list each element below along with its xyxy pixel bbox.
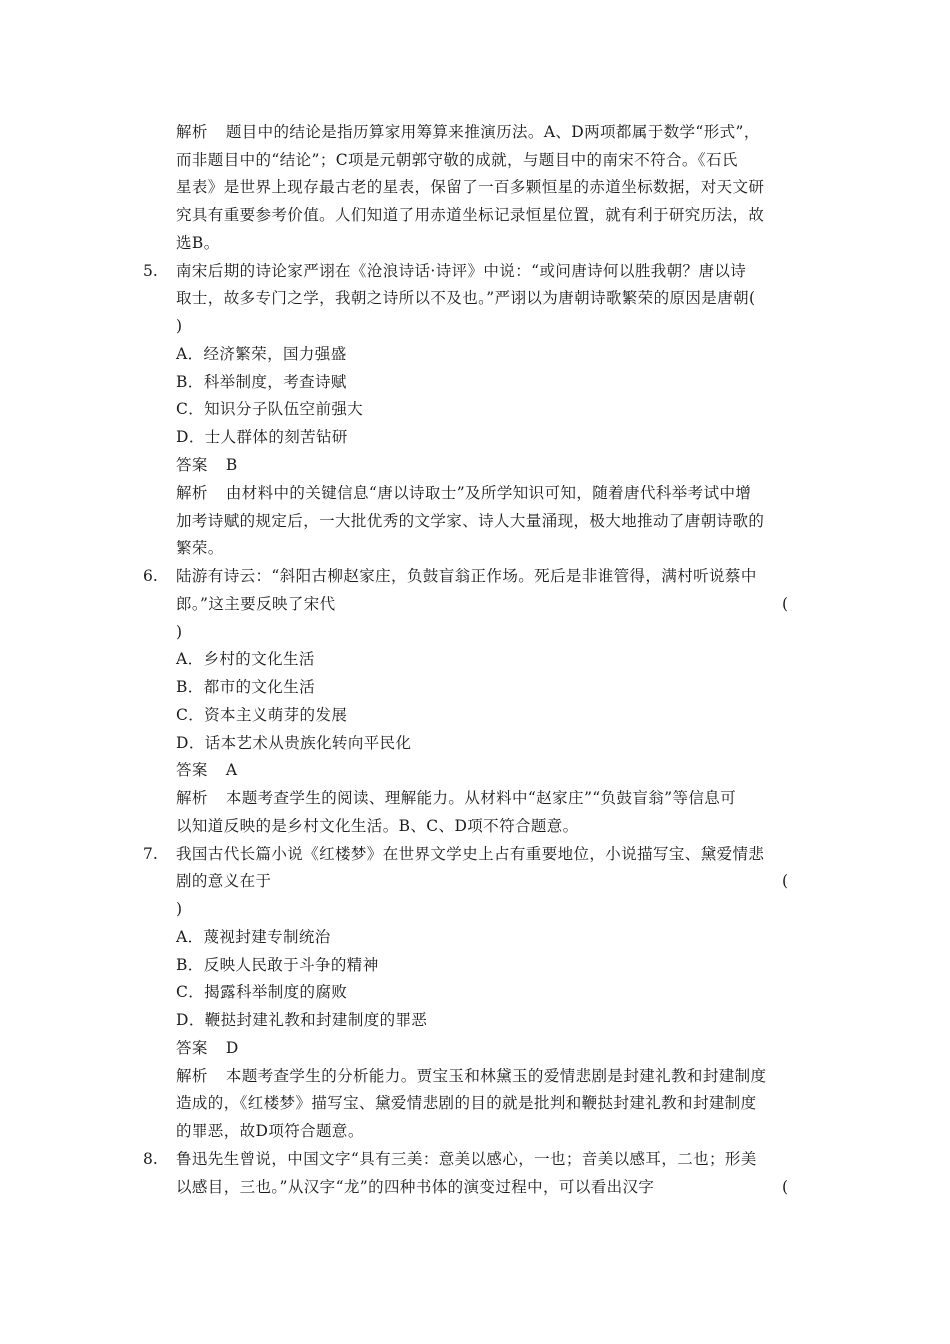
option-b: B．都市的文化生活 xyxy=(176,678,315,696)
answer-line xyxy=(176,760,237,780)
option-d: D．士人群体的刻苦钻研 xyxy=(176,428,348,446)
answer-value: B xyxy=(225,456,238,474)
analysis-line: 造成的，《红楼梦》描写宝、黛爱情悲剧的目的就是批判和鞭挞封建礼教和封建制度 xyxy=(176,1094,757,1112)
answer-label: 答案 xyxy=(176,761,208,779)
question-stem: 陆游有诗云：“斜阳古柳赵家庄，负鼓盲翁正作场。死后是非谁管得，满村听说蔡中 xyxy=(176,567,757,585)
option-b: B．反映人民敢于斗争的精神 xyxy=(176,956,379,974)
question-number: 5. xyxy=(143,262,158,280)
question-stem: 我国古代长篇小说《红楼梦》在世界文学史上占有重要地位，小说描写宝、黛爱情悲 xyxy=(176,845,765,863)
analysis-line: 以知道反映的是乡村文化生活。B、C、D项不符合题意。 xyxy=(176,817,579,835)
answer-bracket: ( xyxy=(782,872,789,890)
option-c: C．揭露科举制度的腐败 xyxy=(176,983,348,1001)
analysis-line xyxy=(176,483,751,503)
question-number: 6. xyxy=(143,567,158,585)
analysis-line: 星表》是世界上现存最古老的星表，保留了一百多颗恒星的赤道坐标数据，对天文研 xyxy=(176,178,765,196)
question-stem: 取士，故多专门之学，我朝之诗所以不及也。”严诩以为唐朝诗歌繁荣的原因是唐朝( xyxy=(176,289,756,307)
question-number: 8. xyxy=(143,1150,158,1168)
analysis-line: 加考诗赋的规定后，一大批优秀的文学家、诗人大量涌现，极大地推动了唐朝诗歌的 xyxy=(176,512,765,530)
analysis-text: 本题考查学生的阅读、理解能力。从材料中“赵家庄”“负鼓盲翁”等信息可 xyxy=(225,789,737,807)
question-stem: ) xyxy=(176,317,183,335)
option-b: B．科举制度，考查诗赋 xyxy=(176,373,347,391)
analysis-line: 究具有重要参考价值。人们知道了用赤道坐标记录恒星位置，就有利于研究历法，故 xyxy=(176,206,765,224)
analysis-line: 繁荣。 xyxy=(176,539,224,557)
option-d: D．话本艺术从贵族化转向平民化 xyxy=(176,734,412,752)
question-number: 7. xyxy=(143,845,158,863)
analysis-line: 而非题目中的“结论”；C项是元朝郭守敬的成就，与题目中的南宋不符合。《石氏 xyxy=(176,151,738,169)
question-stem: 南宋后期的诗论家严诩在《沧浪诗话·诗评》中说：“或问唐诗何以胜我朝？唐以诗 xyxy=(176,262,747,280)
analysis-label: 解析 xyxy=(176,789,208,807)
analysis-label: 解析 xyxy=(176,123,208,141)
answer-value: A xyxy=(225,761,238,779)
option-a: A．乡村的文化生活 xyxy=(176,650,315,668)
analysis-label: 解析 xyxy=(176,484,208,502)
answer-value: D xyxy=(225,1039,239,1057)
question-stem: 郎。”这主要反映了宋代 xyxy=(176,595,336,613)
answer-line xyxy=(176,455,238,475)
question-stem: 以感目，三也。”从汉字“龙”的四种书体的演变过程中，可以看出汉字 xyxy=(176,1178,655,1196)
question-stem: 剧的意义在于 xyxy=(176,872,272,890)
analysis-text: 由材料中的关键信息“唐以诗取士”及所学知识可知，随着唐代科举考试中增 xyxy=(225,484,752,502)
answer-line xyxy=(176,1038,239,1058)
option-a: A．蔑视封建专制统治 xyxy=(176,928,331,946)
question-stem: ) xyxy=(176,900,183,918)
question-stem: 鲁迅先生曾说，中国文字“具有三美：意美以感心，一也；音美以感耳，二也；形美 xyxy=(176,1150,757,1168)
analysis-line xyxy=(176,122,760,142)
option-a: A．经济繁荣，国力强盛 xyxy=(176,345,347,363)
analysis-text: 本题考查学生的分析能力。贾宝玉和林黛玉的爱情悲剧是封建礼教和封建制度 xyxy=(225,1067,767,1085)
answer-bracket: ( xyxy=(782,595,789,613)
answer-bracket: ( xyxy=(782,1178,789,1196)
question-stem: ) xyxy=(176,623,183,641)
option-d: D．鞭挞封建礼教和封建制度的罪恶 xyxy=(176,1011,428,1029)
analysis-line: 的罪恶，故D项符合题意。 xyxy=(176,1122,364,1140)
analysis-label: 解析 xyxy=(176,1067,208,1085)
option-c: C．资本主义萌芽的发展 xyxy=(176,706,348,724)
answer-label: 答案 xyxy=(176,1039,208,1057)
option-c: C．知识分子队伍空前强大 xyxy=(176,400,364,418)
analysis-text: 题目中的结论是指历算家用筹算来推演历法。A、D两项都属于数学“形式”， xyxy=(225,123,760,141)
analysis-line xyxy=(176,788,736,808)
analysis-line: 选B。 xyxy=(176,234,220,252)
analysis-line xyxy=(176,1066,766,1086)
answer-label: 答案 xyxy=(176,456,208,474)
